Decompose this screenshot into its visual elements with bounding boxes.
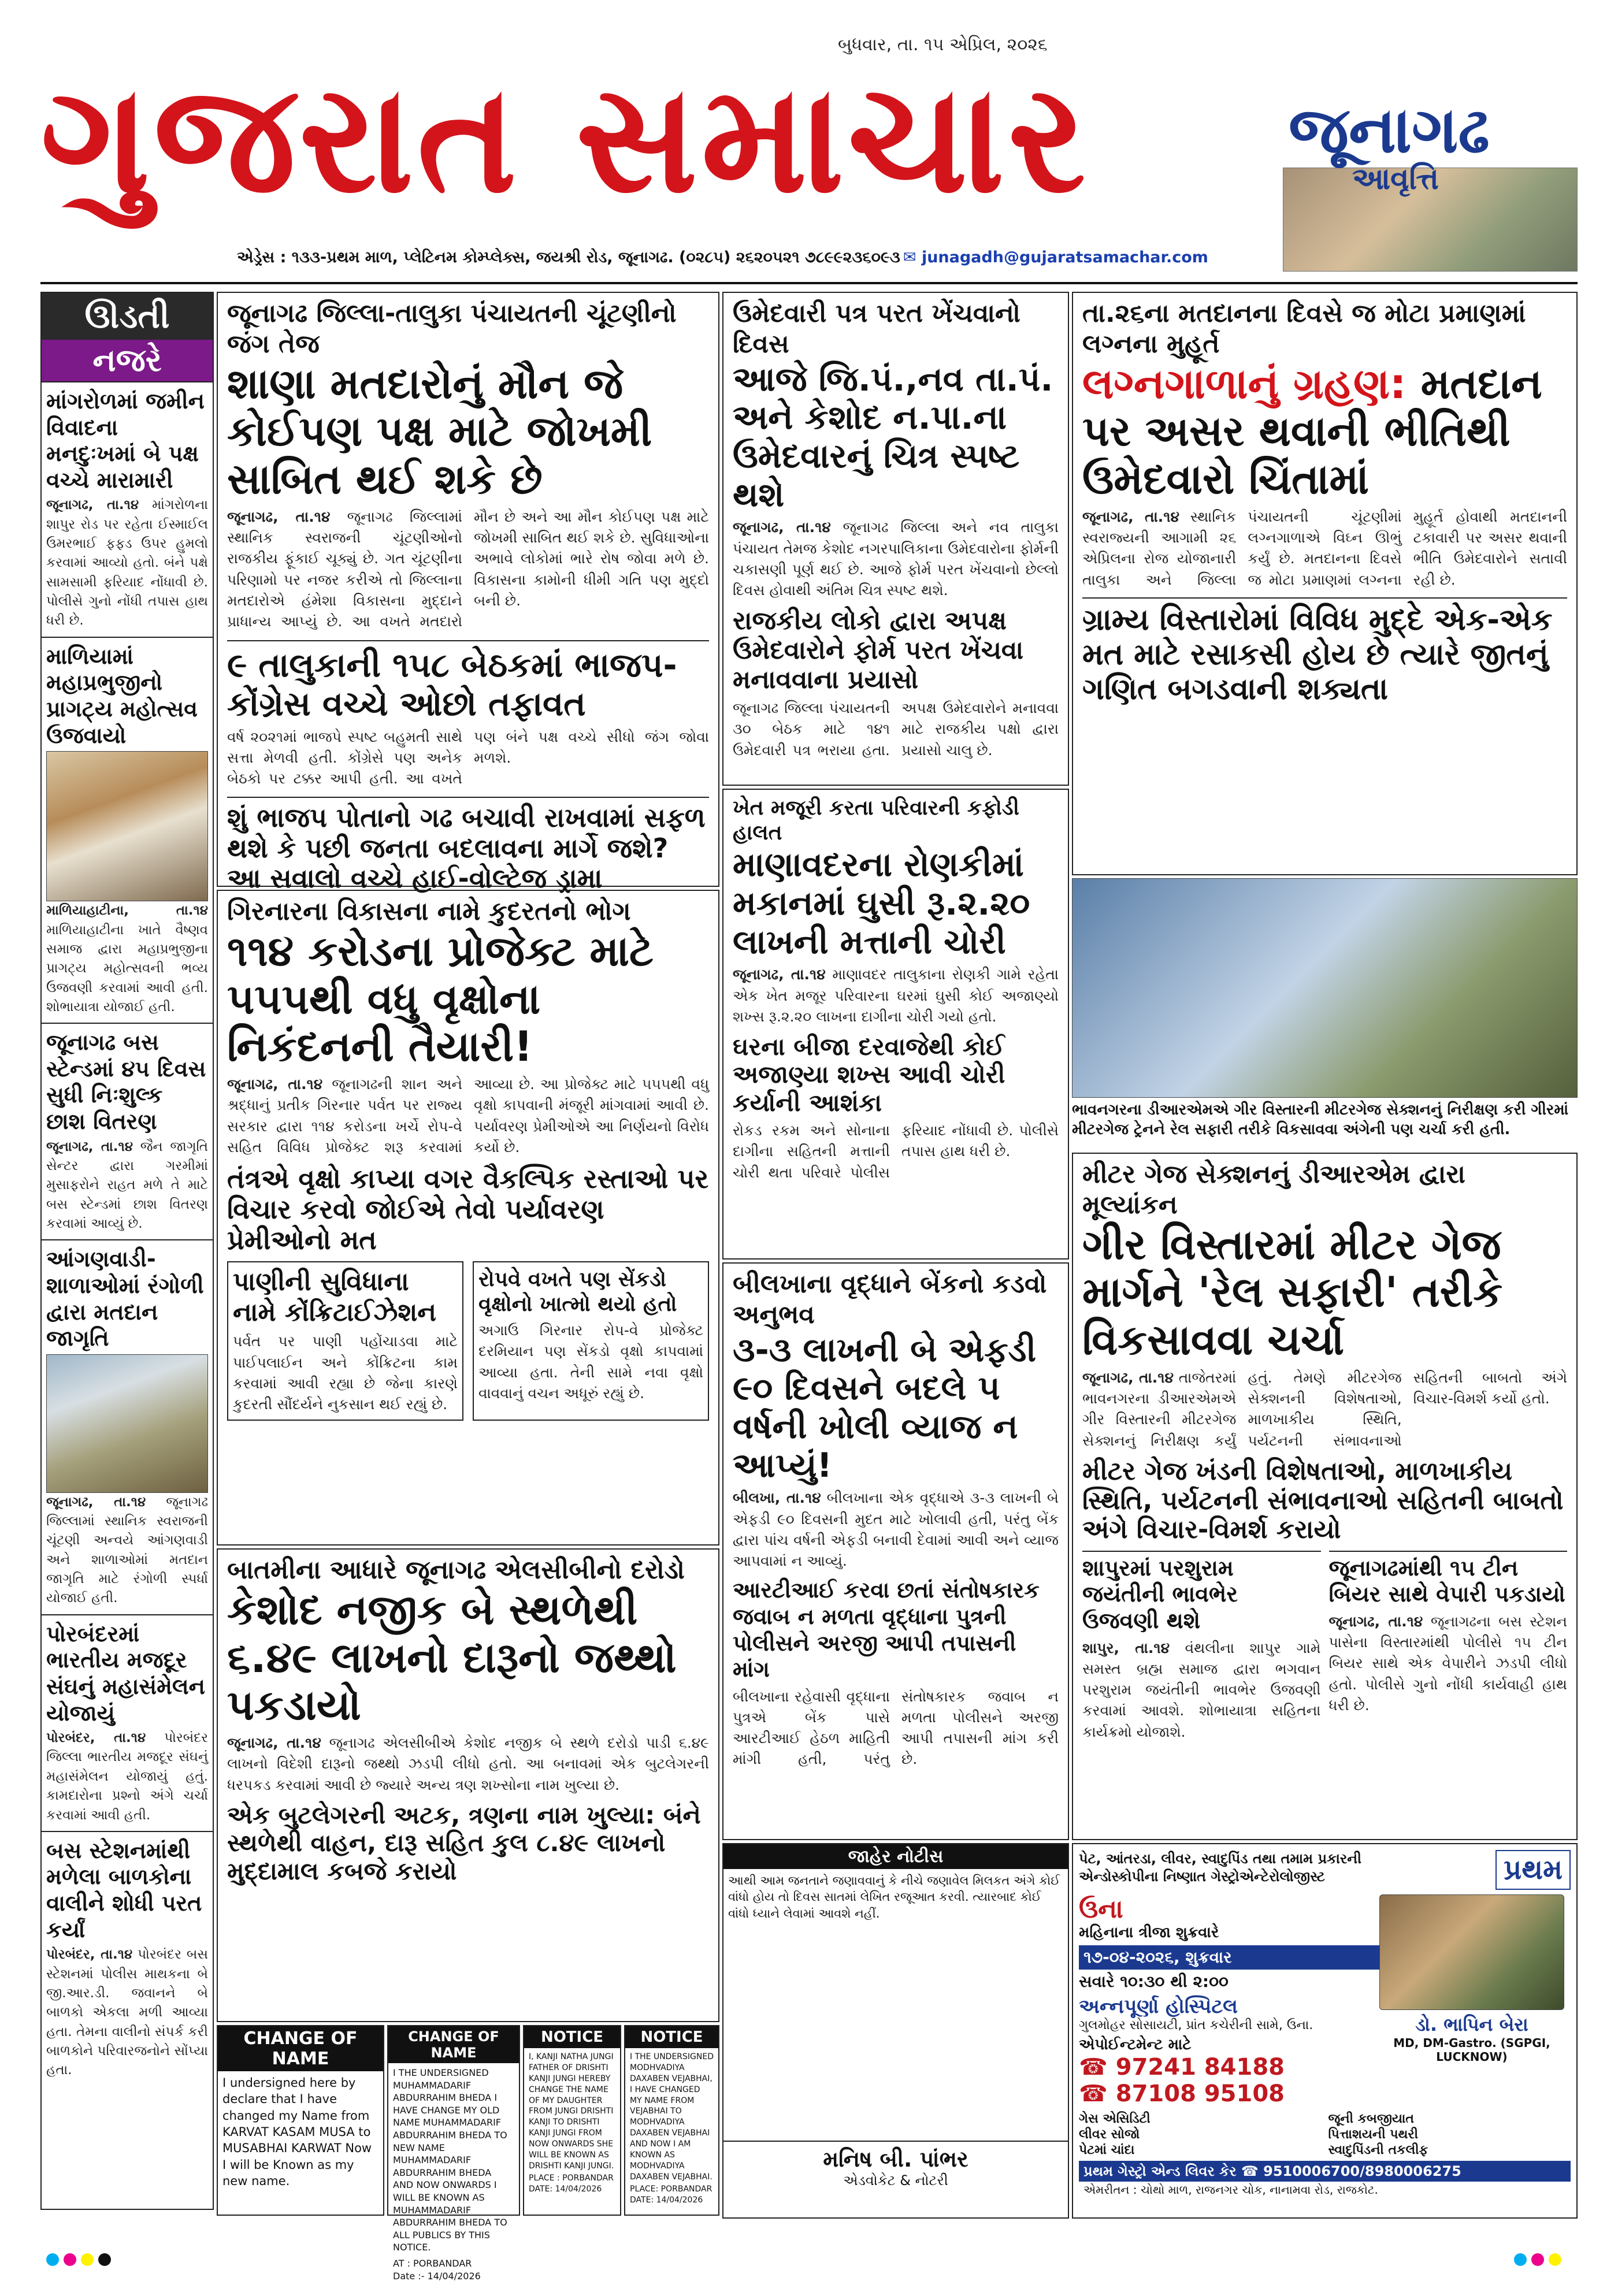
registration-dot [81,2253,94,2266]
newspaper-title: ગુજરાત સમાચાર [40,50,1089,226]
registration-dot [1514,2253,1527,2266]
ad-title: NOTICE [524,2026,620,2048]
story-text: જૂનાગઢની શાન અને શ્રદ્ધાનું પ્રતીક ગિરનાર પર્વત પર રાજ્ય સરકાર દ્વારા ૧૧૪ કરોડના ખર્ચે રોપ-વે સહિત વિવિધ પ્રોજેક્ટ શરૂ કરવામાં આવ્યા છે. આ પ્રોજેક્ટ માટે ૫૫૫થી વધુ વૃક્ષો કાપવાની મંજૂરી માંગવામાં આવી છે. પર્યાવરણ પ્રેમીઓએ આ નિર્ણયનો વિરોધ કર્યો છે. [227,1076,709,1156]
clinic-appointment: એપોઈન્ટમેન્ટ માટે [1079,2036,1192,2053]
box-ropeway [473,1261,709,1421]
story-body [1082,1368,1567,1451]
sidebar-item-text: પોરબંદર બસ સ્ટેશનમાં પોલીસ માથકના બે જી.આર.ડી. જવાનને બે બાળકો એકલા મળી આવ્યા હતા. તેમના વાલીનો સંપર્ક કરી બાળકોને પરિવારજનોને સોંપ્યા હતા. [46,1947,208,2078]
sub-story-headline: મીટર ગેજ ખંડની વિશેષતાઓ, માળખાકીય સ્થિતિ, પર્યટનની સંભાવનાઓ સહિતની બાબતો અંગે વિચાર-વિમર્શ કરાયો [1082,1456,1564,1545]
story-text: જૂનાગઢ જિલ્લા અને નવ તાલુકા પંચાયત તેમજ કેશોદ નગરપાલિકાના ઉમેદવારોના ફોર્મની ચકાસણી પૂર્ણ થઈ છે. આજે ફોર્મ પરત ખેંચવાનો છેલ્લો દિવસ હોવાથી અંતિમ ચિત્ર સ્પષ્ટ થશે. [733,519,1059,599]
clinic-ad [1072,1843,1578,2219]
registration-dot [64,2253,76,2266]
story-girnar [217,890,719,1545]
phone-number: 87108 95108 [1115,2080,1285,2107]
sub-story-headline: રાજકીય લોકો દ્વારા અપક્ષ ઉમેદવારોને ફોર્મ પરત ખેંચવા મનાવવાના પ્રયાસો [733,606,1024,694]
story-text: જૂનાગઢ જિલ્લામાં સ્થાનિક સ્વરાજની ચૂંટણીઓનો રાજકીય ફૂંકાઈ ચૂક્યું છે. ગત ચૂંટણીના પરિણામો પર નજર કરીએ તો જિલ્લાના મતદારોએ હંમેશા વિકાસના મુદ્દાને પ્રાધાન્ય આપ્યું છે. આ વખતે મતદારો મૌન છે અને આ મૌન કોઈપણ પક્ષ માટે જોખમી સાબિત થઈ શકે છે. સુવિધાઓના અભાવે લોકોમાં ભારે રોષ જોવા મળે છે. વિકાસના કામોની ધીમી ગતિ પણ મુદ્દો બની છે. [227,508,709,630]
story-umedvari [722,292,1069,786]
service-item: પિત્તાશયની પથરી [1328,2127,1419,2142]
festival-photo [46,751,208,901]
pull-quote: શું ભાજપ પોતાનો ગઢ બચાવી રાખવામાં સફળ થશે કે પછી જનતા બદલાવના માર્ગે જશે? આ સવાલો વચ્ચે હાઈ-વોલ્ટેજ ડ્રામા [227,797,709,894]
sidebar-item-text: માંગરોળના શાપુર રોડ પર રહેતા ઈસ્માઈલ ઉમરભાઈ ફફડ ઉપર હુમલો કરવામાં આવ્યો હતો. બંને પક્ષે સામસામી ફરિયાદ નોંધાવી છે. પોલીસે ગુનો નોંધી તપાસ હાથ ધરી છે. [46,497,208,629]
clinic-details [1079,1894,1379,2107]
clinic-phone-2[interactable] [1079,2080,1379,2107]
sidebar-item-head: માળિયામાં મહાપ્રભુજીનો પ્રાગટ્ય મહોત્સવ ઉજવાયો [42,637,213,751]
doctor-name: ડો. ભાપિન બેરા [1415,2013,1528,2035]
registration-dot [1531,2253,1544,2266]
story-dateline: જૂનાગઢ, તા.૧૪ [1082,1369,1174,1386]
railway-inspection-photo [1072,878,1578,1098]
story-lagna [1072,292,1578,875]
story-body [227,1074,709,1158]
ad-signature [723,2141,1068,2193]
phone-icon: ☎ [1079,2054,1116,2080]
story-panchayat [217,292,719,894]
ad-body: I THE UNDERSIGNED MODHVADIYA DAXABEN VEJABHAI, I HAVE CHANGED MY NAME FROM VEJABHAI TO MODHVADIYA DAXABEN VEJABHAI AND NOW I AM KNOWN AS MODHVADIYA DAXABEN VEJABHAI. [630,2052,714,2182]
ad-body: I undersigned here by declare that I have changed my Name from KARVAT KASAM MUSA to MUSABHAI KARWAT Now I will be Known as my new name. [222,2076,372,2189]
story-dateline: જૂનાગઢ, તા.૧૪ [733,519,831,536]
story-headline: ગીર વિસ્તારમાં મીટર ગેજ માર્ગને 'રેલ સફારી' તરીકે વિકસાવવા ચર્ચા [1082,1220,1503,1365]
story-kicker: ખેત મજૂરી કરતા પરિવારની કફોડી હાલત [733,796,1019,845]
story-headline: ૩-૩ લાખની બે એફડી ૯૦ દિવસને બદલે ૫ વર્ષની ખોલી વ્યાજ ન આપ્યું! [733,1329,1037,1485]
sidebar-item-head: બસ સ્ટેશનમાંથી મળેલા બાળકોના વાલીને શોધી પરત કર્યાં [42,1831,213,1945]
sidebar-item-body [42,1138,213,1240]
box-water [227,1261,463,1421]
public-notice-ad [722,1843,1069,2219]
story-headline-main: મતદાન પર અસર થવાની ભીતિથી ઉમેદવારો ચિંતામાં [1082,359,1542,504]
box-beer [1329,1551,1568,1743]
story-body [227,1733,709,1796]
ad-title: CHANGE OF NAME [218,2026,383,2071]
sidebar-brand-sub: નજરે [42,340,213,381]
clinic-tagline: પેટ, આંતરડા, લીવર, સ્વાદુપિંડ તથા તમામ પ્રકારની એન્ડોસ્કોપીના નિષ્ણાત ગેસ્ટ્રોએન્ટેરોલોજીસ્ટ [1079,1851,1362,1885]
edition-sub: આવૃત્તિ [1352,162,1439,196]
service-item: લીવર સોજો [1079,2127,1140,2142]
phone-icon: ☎ [1079,2080,1116,2107]
sidebar-item-text: જૂનાગઢ જિલ્લામાં સ્થાનિક સ્વરાજની ચૂંટણી અન્વયે આંગણવાડી અને શાળાઓમાં મતદાન જાગૃતિ માટે રંગોળી સ્પર્ધા યોજાઈ હતી. [46,1494,208,1606]
story-text: જૂનાગઢ એલસીબીએ કેશોદ નજીક બે સ્થળે દરોડો પાડી ૬.૪૯ લાખનો વિદેશી દારૂનો જથ્થો ઝડપી લીધો હતો. આ બનાવમાં એક બુટલેગરની ધરપકડ કરવામાં આવી છે જ્યારે અન્ય ત્રણ શખ્સોના નામ ખુલ્યા છે. [227,1734,709,1793]
ad-body: I THE UNDERSIGNED MUHAMMADARIF ABDURRAHIM BHEDA I HAVE CHANGE MY OLD NAME MUHAMMADARIF ABDURRAHIM BHEDA TO NEW NAME MUHAMMADARIF ABDURRAHIM BHEDA AND NOW ONWARDS I WILL BE KNOWN AS MUHAMMADARIF ABDURRAHIM BHEDA TO ALL PUBLICS BY THIS NOTICE. [393,2067,507,2253]
sidebar-item-dateline: જૂનાગઢ, તા.૧૪ [46,1494,146,1510]
sidebar-item-head: પોરબંદરમાં ભારતીય મજદૂર સંઘનું મહાસંમેલન યોજાયું [42,1614,213,1729]
sidebar-item-head: જૂનાગઢ બસ સ્ટેન્ડમાં ૪૫ દિવસ સુધી નિઃશુલ્ક છાશ વિતરણ [42,1023,213,1137]
sidebar-item-body [42,1493,213,1614]
clinic-main [1079,1894,1571,2107]
clinic-day: મહિનાના ત્રીજા શુક્રવારે [1079,1924,1219,1941]
ad-body: આથી આમ જનતાને જણાવવાનું કે નીચે જણાવેલ મિલકત અંગે કોઈ વાંધો હોય તો દિવસ સાતમાં લેખિત રજૂઆત કરવી. ત્યારબાદ કોઈ વાંધો ધ્યાને લેવામાં આવશે નહીં. [728,1874,1060,1920]
story-body [227,507,709,633]
doctor-degree: MD, DM-Gastro. (SGPGI, LUCKNOW) [1393,2036,1550,2064]
story-dateline: જૂનાગઢ, તા.૧૪ [227,1734,321,1752]
story-body [733,517,1059,601]
sub-story-headline: ૯ તાલુકાની ૧૫૮ બેઠકમાં ભાજપ-કોંગ્રેસ વચ્ચે ઓછો તફાવત [227,645,677,724]
ad-place: AT : PORBANDAR [393,2257,472,2269]
story-vrudha [722,1262,1069,1840]
box-headline: જૂનાગઢમાંથી ૧૫ ટીન બિયર સાથે વેપારી પકડાયો [1328,1555,1565,1607]
clinic-services [1079,2112,1571,2157]
email-icon: ✉ [903,248,922,266]
sidebar-item-body [42,1945,213,2086]
box-text: વંથલીના શાપુર ગામે સમસ્ત બ્રહ્મ સમાજ દ્વારા ભગવાન પરશુરામ જયંતીની ભાવભેર ઉજવણી કરવામાં આવશે. શોભાયાત્રા સહિતના કાર્યક્રમો યોજાશે. [1082,1639,1321,1740]
box-body [1329,1611,1568,1716]
ad-body: I, KANJI NATHA JUNGI FATHER OF DRISHTI KANJI JUNGI HEREBY CHANGE THE NAME OF MY DAUGHTER FROM JUNGI DRISHTI KANJI TO DRISHTI KANJI JUNGI FROM NOW ONWARDS SHE WILL BE KNOWN AS DRISHTI KANJI JUNGI. [529,2052,614,2171]
story-headline: શાણા મતદારોનું મૌન જે કોઈપણ પક્ષ માટે જોખમી સાબિત થઈ શકે છે [227,359,652,504]
sidebar-item-body [42,1729,213,1831]
clinic-address: ગુલમોહર સોસાયટી, પ્રાંત કચેરીની સામે, ઉના. [1079,2018,1313,2033]
doctor-photo [1379,1894,1564,2010]
email-link[interactable]: junagadh@gujaratsamachar.com [921,248,1208,266]
story-kicker: મીટર ગેજ સેક્શનનું ડીઆરએમ દ્વારા મૂલ્યાંકન [1082,1160,1465,1220]
story-keshod [217,1548,719,2022]
story-text: માણાવદર તાલુકાના રોણકી ગામે રહેતા એક ખેત મજૂર પરિવારના ઘરમાં ઘુસી કોઈ અજાણ્યો શખ્સ રૂ.૨.૨૦ લાખના દાગીના ચોરી ગયો હતો. [733,966,1059,1025]
sidebar-item-text: જૈન જાગૃતિ સેન્ટર દ્વારા ગરમીમાં મુસાફરોને રાહત મળે તે માટે બસ સ્ટેન્ડમાં છાશ વિતરણ કરવામાં આવ્યું છે. [46,1139,208,1231]
sub-story-headline: આરટીઆઈ કરવા છતાં સંતોષકારક જવાબ ન મળતા વૃદ્ધાના પુત્રની પોલીસને અરજી આપી તપાસની માંગ [733,1577,1040,1682]
story-dateline: બીલખા, તા.૧૪ [733,1489,821,1507]
edition-badge [1283,93,1578,272]
sub-story-headline: તંત્રએ વૃક્ષો કાપ્યા વગર વૈકલ્પિક રસ્તાઓ પર વિચાર કરવો જોઈએ તેવો પર્યાવરણ પ્રેમીઓનો મત [227,1163,709,1255]
service-item: પેટમાં ચાંદા [1079,2143,1135,2157]
story-kicker: ગિરનારના વિકાસના નામે કુદરતનો ભોગ [227,897,631,926]
story-headline [1082,360,1567,503]
notice-ad-2 [523,2025,621,2216]
clinic-footer-address: એમરીતન : ચોથો માળ, રાજનગર ચોક, નાનામવા રોડ, રાજકોટ. [1083,2183,1378,2197]
story-text: તાજેતરમાં ભાવનગરના ડીઆરએમએ ગીર વિસ્તારની મીટરગેજ સેક્શનનું નિરીક્ષણ કર્યું હતું. તેમણે મીટરગેજ સેક્શનની વિશેષતાઓ, માળખાકીય સ્થિતિ, પર્યટનની સંભાવનાઓ સહિતની બાબતો અંગે વિચાર-વિમર્શ કર્યો હતો. [1082,1369,1567,1449]
notice-ad-3 [624,2025,719,2216]
story-ranak [722,789,1069,1260]
story-headline: કેશોદ નજીક બે સ્થળેથી ૬.૪૯ લાખનો દારૂનો જથ્થો પકડાયો [227,1585,677,1730]
sub-story [227,640,709,789]
sub-boxes [227,1261,709,1421]
sub-story-headline: એક બુટલેગરની અટક, ત્રણના નામ ખુલ્યા: બંને સ્થળેથી વાહન, દારૂ સહિત કુલ ૮.૪૯ લાખનો મુદ્દામાલ કબજે કરાયો [227,1800,701,1885]
box-body: અગાઉ ગિરનાર રોપ-વે પ્રોજેક્ટ દરમિયાન પણ સેંકડો વૃક્ષો કાપવામાં આવ્યા હતા. તેની સામે નવા વૃક્ષો વાવવાનું વચન અધૂરું રહ્યું છે. [478,1322,703,1402]
story-body [733,964,1059,1027]
box-dateline: જૂનાગઢ, તા.૧૪ [1328,1613,1423,1630]
rangoli-photo [46,1354,208,1493]
ad-title: NOTICE [625,2026,718,2048]
sidebar-item-dateline: પોરબંદર, તા.૧૪ [46,1947,133,1963]
ad-date: Date :- 14/04/2026 [393,2270,481,2282]
story-kicker: બાતમીના આધારે જૂનાગઢ એલસીબીનો દરોડો [227,1555,685,1585]
clinic-phone-1[interactable] [1079,2054,1379,2080]
phone-number: 97241 84188 [1115,2054,1285,2080]
photo-caption: ભાવનગરના ડીઆરએમએ ગીર વિસ્તારની મીટરગેજ સેક્શનનું નિરીક્ષણ કરી ગીરમાં મીટરગેજ ટ્રેનને રેલ સફારી તરીકે વિકસાવવા અંગેની પણ ચર્ચા કરી હતી. [1072,1101,1569,1138]
sidebar-item-head: માંગરોળમાં જમીન વિવાદના મનદુઃખમાં બે પક્ષ વચ્ચે મારામારી [42,381,213,496]
registration-dot [46,2253,59,2266]
service-item: જૂની કબજીયાત [1328,2112,1414,2126]
ad-place: PLACE : PORBANDAR [529,2173,614,2183]
ad-title: જાહેર નોટીસ [723,1844,1068,1869]
sub-boxes [1082,1551,1567,1743]
sub-story-headline: ઘરના બીજા દરવાજેથી કોઈ અજાણ્યા શખ્સ આવી ચોરી કર્યાની આશંકા [733,1032,1005,1117]
sidebar-item-body [42,496,213,636]
clinic-doctor [1379,1894,1564,2107]
sub-story-body: બીલખાના રહેવાસી વૃદ્ધાના પુત્રએ બેંક પાસે આરટીઆઈ હેઠળ માહિતી માંગી હતી, પરંતુ સંતોષકારક જવાબ ન મળતા પોલીસને અરજી આપી તપાસની માંગ કરી છે. [733,1688,1059,1768]
story-text: સ્થાનિક સ્વરાજ્યની આગામી ૨૬ એપ્રિલના રોજ યોજાનારી તાલુકા અને જિલ્લા પંચાયતની ચૂંટણીમાં લગ્નગાળાએ વિઘ્ન ઊભું કર્યું છે. મતદાનના દિવસે જ મોટા પ્રમાણમાં લગ્નના મુહૂર્ત હોવાથી મતદાનની ટકાવારી પર અસર થવાની ભીતિ ઉમેદવારોને સતાવી રહી છે. [1082,508,1567,588]
masthead-rule [40,282,1578,284]
clinic-time: સવારે ૧૦:૩૦ થી ૨:૦૦ [1079,1972,1229,1991]
service-item: સ્વાદુપિંડની તકલીફ [1328,2143,1428,2157]
story-dateline: જૂનાગઢ, તા.૧૪ [1082,508,1179,525]
sidebar-item-dateline: જૂનાગઢ, તા.૧૪ [46,497,139,513]
signature-role: એડવોકેટ & નોટરી [843,2172,948,2189]
sidebar-brand: ઊડતી [42,293,213,340]
sidebar-item-text: માળિયાહાટીના ખાતે વૈષ્ણવ સમાજ દ્વારા મહાપ્રભુજીના પ્રાગટ્ય મહોત્સવની ભવ્ય ઉજવણી કરવામાં આવી હતી. શોભાયાત્રા યોજાઈ હતી. [46,922,208,1015]
box-headline: શાપુરમાં પરશુરામ જયંતીની ભાવભેર ઉજવણી થશે [1082,1555,1238,1633]
ad-place: PLACE: PORBANDAR [630,2184,712,2194]
edition-name: જૂનાગઢ [1289,93,1490,167]
clinic-city: ઉના [1079,1894,1123,1924]
sidebar-item-dateline: માળિયાહાટીના, તા.૧૪ [46,903,208,919]
story-body [1082,507,1567,590]
story-headline: ૧૧૪ કરોડના પ્રોજેક્ટ માટે ૫૫૫થી વધુ વૃક્ષોના નિકંદનની તૈયારી! [227,926,654,1071]
story-headline: માણાવદરના રોણકીમાં મકાનમાં ઘુસી રૂ.૨.૨૦ લાખની મત્તાની ચોરી [733,845,1030,961]
ad-date: DATE: 14/04/2026 [630,2195,703,2205]
box-headline: પાણીની સુવિધાના નામે કોંક્રિટાઈઝેશન [233,1266,437,1327]
clinic-hospital: અન્નપૂર્ણા હોસ્પિટલ [1079,1995,1238,2018]
ad-title: CHANGE OF NAME [388,2026,519,2063]
story-kicker: ઉમેદવારી પત્ર પરત ખેંચવાનો દિવસ [733,299,1020,359]
masthead [40,35,1578,289]
story-body [733,1488,1059,1571]
sidebar-item-body [42,901,213,1023]
story-dateline: જૂનાગઢ, તા.૧૪ [227,508,331,525]
story-kicker: બીલખાના વૃદ્ધાને બેંકનો કડવો અનુભવ [733,1269,1047,1329]
registration-dot [1549,2253,1561,2266]
sub-story-body: વર્ષ ૨૦૨૧માં ભાજપે સ્પષ્ટ બહુમતી સાથે સત્તા મેળવી હતી. કોંગ્રેસે પણ અનેક બેઠકો પર ટક્કર આપી હતી. આ વખતે પણ બંને પક્ષ વચ્ચે સીધો જંગ જોવા મળશે. [227,728,709,787]
story-headline: આજે જિ.પં.,નવ તા.પં. અને કેશોદ ન.પા.ના ઉમેદવારનું ચિત્ર સ્પષ્ટ થશે [733,359,1053,514]
issue-date: બુધવાર, તા. ૧૫ એપ્રિલ, ૨૦૨૬ [838,35,1048,55]
story-headline-red: લગ્નગાળાનું ગ્રહણ: [1082,359,1407,408]
sidebar-item-dateline: જૂનાગઢ, તા.૧૪ [46,1139,133,1154]
registration-dot [98,2253,111,2266]
clinic-date: ૧૭-૦૪-૨૦૨૬, શુક્રવાર [1079,1945,1379,1970]
clinic-brand-logo: પ્રથમ [1495,1850,1571,1890]
box-body [1082,1638,1321,1743]
sidebar-item-text: પોરબંદર જિલ્લા ભારતીય મજદૂર સંઘનું મહાસંમેલન યોજાયું હતું. કામદારોના પ્રશ્નો અંગે ચર્ચા કરવામાં આવી હતી. [46,1730,209,1823]
sub-story-body: જૂનાગઢ જિલ્લા પંચાયતની ૩૦ બેઠક માટે ૧૪૧ ઉમેદવારી પત્ર ભરાયા હતા. અપક્ષ ઉમેદવારોને મનાવવા માટે રાજકીય પક્ષો દ્વારા પ્રયાસો ચાલુ છે. [733,700,1059,759]
change-of-name-ad-2 [387,2025,520,2282]
sidebar [40,292,214,2210]
story-kicker: જૂનાગઢ જિલ્લા-તાલુકા પંચાયતની ચૂંટણીનો જંગ તેજ [227,299,677,359]
pull-quote: ગ્રામ્ય વિસ્તારોમાં વિવિધ મુદ્દે એક-એક મત માટે રસાકસી હોય છે ત્યારે જીતનું ગણિત બગડવાની શક્યતા [1082,597,1567,707]
sub-story-body: રોકડ રકમ અને સોનાના દાગીના સહિતની મત્તાની ચોરી થતા પરિવારે પોલીસ ફરિયાદ નોંધાવી છે. પોલીસે તપાસ હાથ ધરી છે. [733,1122,1059,1181]
service-item: ગેસ એસિડિટી [1079,2112,1151,2126]
signature-name: મનિષ બી. પાંભર [823,2146,968,2172]
address-bar [237,248,1508,277]
address-text: એડ્રેસ : ૧૩૩-પ્રથમ માળ, પ્લેટિનમ કોમ્પ્લેક્સ, જયશ્રી રોડ, જૂનાગઢ. (૦૨૮૫) ૨૬૨૦૫૨૧ ૭૮૯૯૨૩૬૦૯૩ [237,248,900,266]
story-dateline: જૂનાગઢ, તા.૧૪ [227,1076,323,1093]
box-text: જૂનાગઢના બસ સ્ટેશન પાસેના વિસ્તારમાંથી પોલીસે ૧૫ ટીન બિયર સાથે એક વેપારીને ઝડપી લીધો હતો. પોલીસે ગુનો નોંધી કાર્યવાહી હાથ ધરી છે. [1328,1613,1567,1714]
sidebar-item-dateline: પોરબંદર, તા.૧૪ [46,1730,146,1746]
story-kicker: તા.૨૬ના મતદાનના દિવસે જ મોટા પ્રમાણમાં લગ્નના મુહૂર્ત [1082,299,1526,359]
story-dateline: જૂનાગઢ, તા.૧૪ [733,966,826,983]
box-dateline: શાપુર, તા.૧૪ [1082,1639,1170,1656]
box-body: પર્વત પર પાણી પહોંચાડવા માટે પાઈપલાઈન અને કોંક્રિટના કામ કરવામાં આવી રહ્યા છે જેના કારણે કુદરતી સૌંદર્યને નુકસાન થઈ રહ્યું છે. [233,1333,458,1413]
story-gir [1072,1153,1578,1840]
clinic-footer: પ્રથમ ગેસ્ટ્રો એન્ડ લિવર કેર ☎ 9510006700/8980006275 [1079,2161,1571,2182]
clinic-top-row [1079,1850,1571,1890]
box-shapur [1082,1551,1321,1743]
sidebar-item-head: આંગણવાડી-શાળાઓમાં રંગોળી દ્વારા મતદાન જાગૃતિ [42,1239,213,1354]
ad-date: DATE: 14/04/2026 [529,2184,602,2194]
change-of-name-ad [217,2025,384,2216]
box-headline: રોપવે વખતે પણ સેંકડો વૃક્ષોનો ખાત્મો થયો હતો [478,1267,677,1317]
story-text: બીલખાના એક વૃદ્ધાએ ૩-૩ લાખની બે એફડી ૯૦ દિવસની મુદત માટે ખોલાવી હતી, પરંતુ બેંક દ્વારા પાંચ વર્ષની એફડી બનાવી દેવામાં આવી અને વ્યાજ આપવામાં ન આવ્યું. [733,1489,1059,1570]
